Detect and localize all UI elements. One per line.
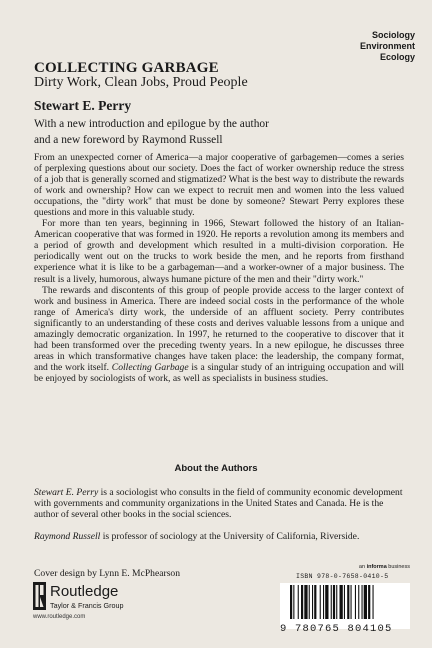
description-paragraph [34,285,404,384]
publisher-name: Routledge [50,583,119,600]
subject-sociology: Sociology [371,30,415,40]
cover-design-credit: Cover design by Lynn E. McPhearson [34,568,181,579]
foreword-author-bio [34,531,404,542]
subject-categories [360,30,415,63]
bio-name: Stewart E. Perry [34,487,99,498]
about-authors-heading: About the Authors [174,463,258,474]
book-subtitle: Dirty Work, Clean Jobs, Proud People [34,75,248,90]
description-paragraph: From an unexpected corner of America—a major cooperative of garbagemen—comes a series of perplexing questions about our society. Does the fact of worker ownership reduce the stress of a job that is generally scorned and stigmatized? What is the best way to distribute the rewards of work and ownership? How can we expect to recruit men and women into the less valued occupations, the "dirty work" that must be done by someone? Stewart Perry explores these questions and more in this valuable study. [34,152,404,219]
description-paragraph-end: is a singular study of an intriguing occupation and will be enjoyed by sociologists of work, as well as specialists in business studies. [34,361,404,384]
publisher-group: Taylor & Francis Group [50,601,124,610]
bio-name: Raymond Russell [34,531,101,542]
bio-text: is a sociologist who consults in the field of community economic development with governments and community organizations in the United States and Canada. He is the author of several other books in the social sciences. [34,487,403,521]
informa-business-note: an informa business [358,564,410,570]
ean-digits: 9 780765 804105 [280,623,393,635]
routledge-logo-icon [33,582,46,610]
subject-ecology: Ecology [379,52,415,62]
publisher-url: www.routledge.com [33,614,86,620]
edition-note-line: and a new foreword by Raymond Russell [34,134,223,146]
author-name: Stewart E. Perry [34,98,132,113]
subject-environment: Environment [359,41,415,51]
barcode-bars-icon [280,583,410,623]
description-paragraph-text: The rewards and discontents of this group of people provide access to the larger context of work and business in America. There are indeed social costs in the performance of the whole range of America's dirty work, the underside of an affluent society. Perry contributes significantly to an understanding of these costs and derives valuable lessons from a unique and amazingly democratic organization. In 1997, he returned to the cooperative to discover that it had been transformed over the preceding twenty years. In a new epilogue, he discusses three areas in which transformative changes have taken place: the leadership, the company format, and the work itself. [34,284,404,373]
book-description [34,152,404,384]
publisher-logo [33,582,163,622]
isbn-text: ISBN 978-0-7658-0410-5 [296,573,389,580]
book-title: COLLECTING GARBAGE [34,60,219,76]
barcode [280,583,410,635]
description-paragraph: For more than ten years, beginning in 1966, Stewart followed the history of an Italian-American cooperative that was formed in 1920. He reports a revolution among its members and a period of growth and development which resulted in a multi-division corporation. He periodically went out on the trucks to work beside the men, and he reports from firsthand experience what it is like to be a garbageman—and a worker-owner of a major business. The result is a lively, humorous, always humane picture of the men and their "dirty work." [34,218,404,285]
barcode-block [280,564,410,638]
bio-text: is professor of sociology at the University of California, Riverside. [100,531,360,542]
author-bio [34,487,404,520]
edition-note [34,116,404,148]
edition-note-line: With a new introduction and epilogue by the author [34,118,269,130]
book-title-italic: Collecting Garbage [111,361,189,373]
